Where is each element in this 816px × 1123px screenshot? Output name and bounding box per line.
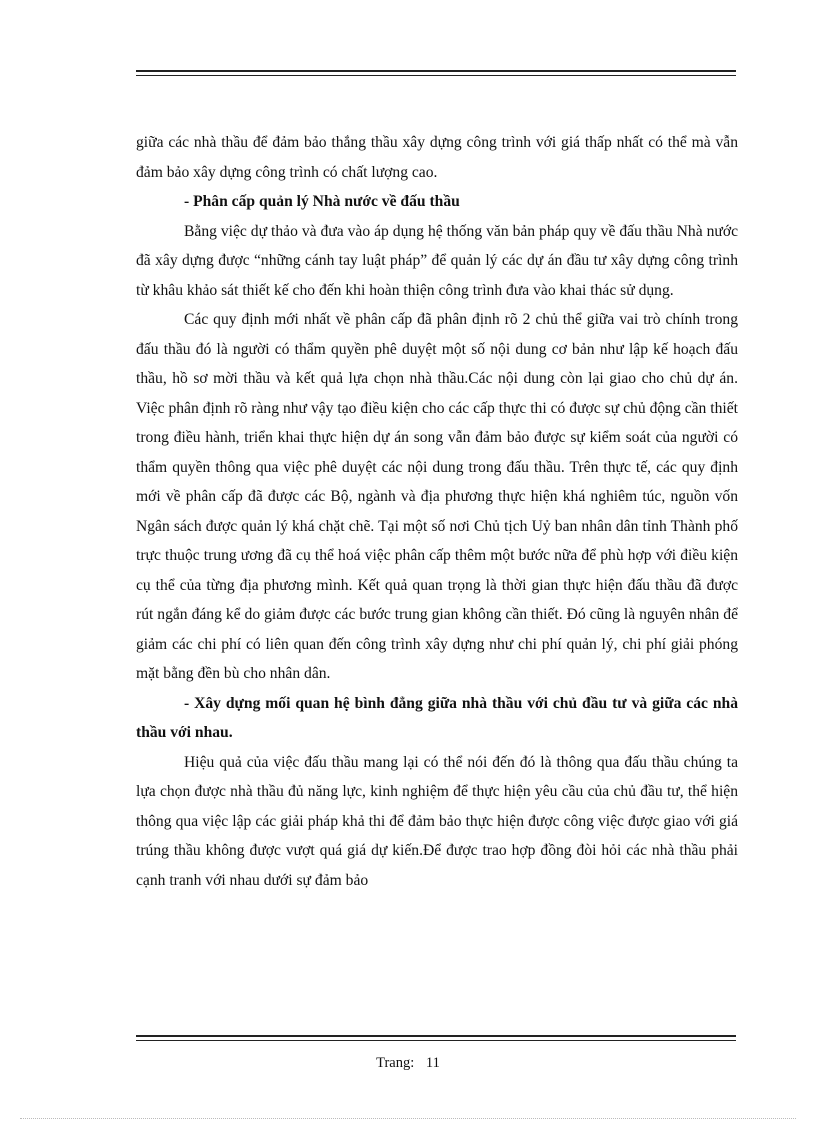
document-body <box>136 128 738 895</box>
page-footer <box>0 1055 816 1072</box>
page-number: 11 <box>425 1055 440 1071</box>
section-heading-equal-relations: - Xây dựng mối quan hệ bình đẳng giữa nhà thầu với chủ đầu tư và giữa các nhà thầu với nhau. <box>136 694 738 741</box>
section-heading-decentralization: - Phân cấp quản lý Nhà nước về đấu thầu <box>184 193 460 210</box>
paragraph-decentralization-rules: Các quy định mới nhất về phân cấp đã phân định rõ 2 chủ thể giữa vai trò chính trong đấu thầu đó là người có thẩm quyền phê duyệt một số nội dung cơ bản như lập kế hoạch đấu thầu, hồ sơ mời thầu và kết quả lựa chọn nhà thầu.Các nội dung còn lại giao cho chủ dự án. Việc phân định rõ ràng như vậy tạo điều kiện cho các cấp thực thi có được sự chủ động cần thiết trong điều hành, triển khai thực hiện dự án song vẫn đảm bảo được sự kiểm soát của người có thẩm quyền thông qua việc phê duyệt các nội dung trong đấu thầu. Trên thực tế, các quy định mới về phân cấp đã được các Bộ, ngành và địa phương thực hiện khá nghiêm túc, nguồn vốn Ngân sách được quản lý khá chặt chẽ. Tại một số nơi Chủ tịch Uỷ ban nhân dân tỉnh Thành phố trực thuộc trung ương đã cụ thể hoá việc phân cấp thêm một bước nữa để phù hợp với điều kiện cụ thể của từng địa phương mình. Kết quả quan trọng là thời gian thực hiện đấu thầu đã được rút ngắn đáng kể do giảm được các bước trung gian không cần thiết. Đó cũng là nguyên nhân để giảm các chi phí có liên quan đến công trình xây dựng như chi phí quản lý, chi phí giải phóng mặt bằng đền bù cho nhân dân. <box>136 311 738 682</box>
paragraph-legal-system: Bằng việc dự thảo và đưa vào áp dụng hệ thống văn bản pháp quy về đấu thầu Nhà nước đã xây dựng được “những cánh tay luật pháp” để quản lý các dự án đầu tư xây dựng công trình từ khâu khảo sát thiết kế cho đến khi hoàn thiện công trình đưa vào khai thác sử dụng. <box>136 222 738 299</box>
header-rule <box>136 70 736 76</box>
paragraph-bidding-efficiency: Hiệu quả của việc đấu thầu mang lại có thể nói đến đó là thông qua đấu thầu chúng ta lựa chọn được nhà thầu đủ năng lực, kinh nghiệm để thực hiện yêu cầu của chủ đầu tư, thể hiện thông qua việc lập các giải pháp khả thi để đảm bảo thực hiện được công việc được giao với giá trúng thầu không được vượt quá giá dự kiến.Để được trao hợp đồng đòi hỏi các nhà thầu phải cạnh tranh với nhau dưới sự đảm bảo <box>136 753 738 889</box>
page-edge-divider <box>20 1118 796 1119</box>
footer-rule <box>136 1035 736 1041</box>
page-label: Trang: <box>376 1055 415 1071</box>
paragraph-continued: giữa các nhà thầu để đảm bảo thắng thầu xây dựng công trình với giá thấp nhất có thể mà vẫn đảm bảo xây dựng công trình có chất lượng cao. <box>136 134 738 181</box>
